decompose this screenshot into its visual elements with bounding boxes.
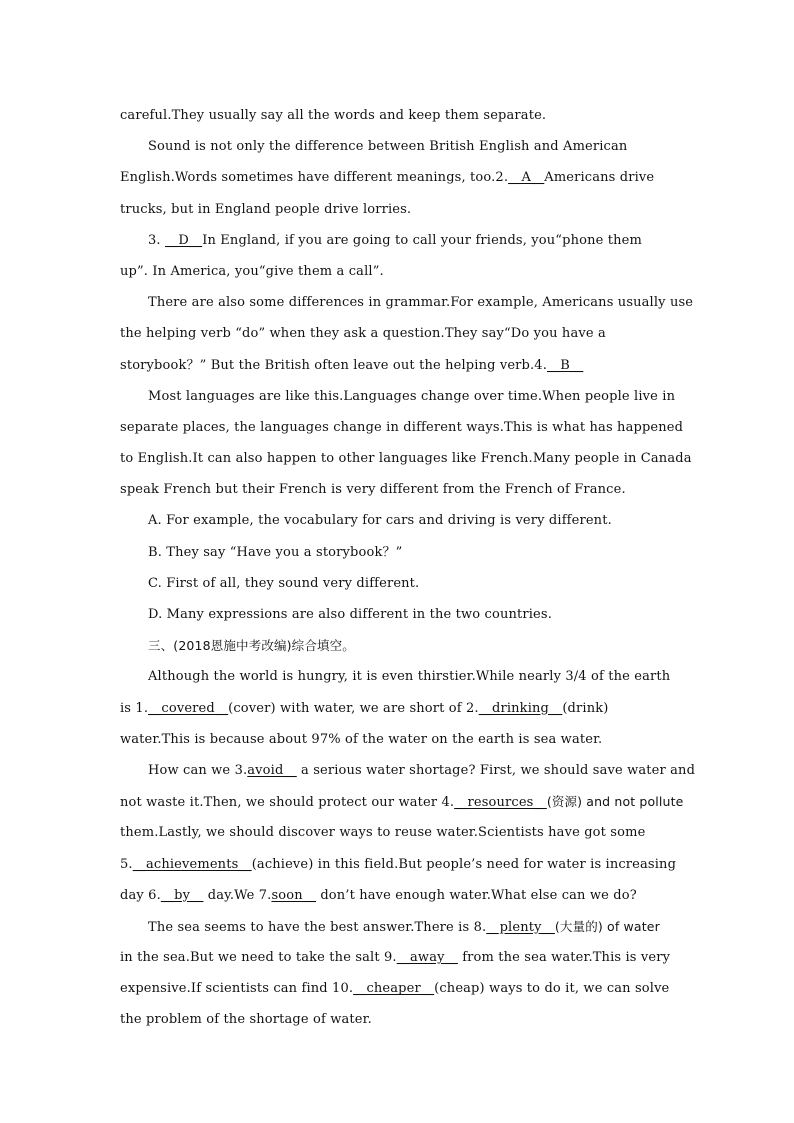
text-line [120, 381, 720, 412]
paragraph-text: (cheap) ways to do it, we can solve [434, 981, 670, 997]
text-line [120, 693, 720, 724]
paragraph-text: speak French but their French is very different from the French of France. [120, 482, 626, 498]
text-line [120, 880, 720, 911]
paragraph-text: 5. [120, 856, 133, 872]
paragraph-text: expensive.If scientists can find 10. [120, 981, 354, 997]
paragraph-text: careful.They usually say all the words and keep them separate. [120, 108, 547, 123]
paragraph-text: them.Lastly, we should discover ways to reuse water.Scientists have got some [120, 825, 646, 841]
paragraph-text: is 1. [120, 700, 149, 716]
paragraph-text: don’t have enough water.What else can we do? [316, 887, 637, 903]
paragraph-text: The sea seems to have the best answer.There is 8. [148, 919, 487, 935]
option-text: D. Many expressions are also different in the two countries. [148, 607, 552, 622]
text-line [120, 287, 720, 318]
option-d [120, 599, 720, 630]
text-line [120, 131, 720, 162]
paragraph-text: separate places, the languages change in different ways.This is what has happened [120, 419, 684, 435]
section-heading [120, 630, 720, 661]
paragraph-text: In England, if you are going to call your friends, you“phone them [202, 232, 642, 248]
option-a [120, 505, 720, 536]
answer-blank-6: __by__ [160, 887, 204, 903]
text-line [120, 1004, 720, 1035]
text-line [120, 474, 720, 505]
answer-blank-2: __drinking__ [478, 700, 563, 716]
paragraph-text: (drink) [562, 700, 609, 716]
text-line [120, 225, 720, 256]
answer-blank-5: __achievements__ [132, 856, 252, 872]
answer-blank-2: __A__ [508, 170, 545, 186]
text-line [120, 443, 720, 474]
paragraph-text: (大量的) of water [554, 918, 660, 934]
question-number: 3. [148, 232, 161, 248]
option-c [120, 568, 720, 599]
answer-blank-7: soon__ [271, 887, 317, 903]
text-line [120, 973, 720, 1004]
text-line [120, 100, 720, 131]
paragraph-text: Sound is not only the difference between British English and American [148, 139, 628, 155]
paragraph-text: a serious water shortage? First, we should save water and [296, 762, 696, 778]
text-line [120, 911, 720, 942]
paragraph-text: (资源) and not pollute [546, 794, 684, 810]
answer-blank-10: __cheaper__ [353, 981, 435, 997]
paragraph-text: to English.It can also happen to other languages like French.Many people in Canada [120, 451, 692, 467]
option-text: B. They say “Have you a storybook？” [148, 544, 403, 560]
paragraph-text: (cover) with water, we are short of 2. [228, 700, 479, 716]
paragraph-text: day.We 7. [203, 887, 272, 903]
document-page [120, 100, 720, 1036]
text-line [120, 162, 720, 193]
paragraph-text: up”. In America, you“give them a call”. [120, 263, 384, 279]
text-line [120, 755, 720, 786]
paragraph-text: English.Words sometimes have different meanings, too.2. [120, 170, 509, 186]
paragraph-text: not waste it.Then, we should protect our water 4. [120, 795, 455, 811]
paragraph-text: the problem of the shortage of water. [120, 1012, 372, 1028]
paragraph-text: There are also some differences in grammar.For example, Americans usually use [148, 295, 694, 311]
text-line [120, 194, 720, 225]
paragraph-text: Americans drive [544, 170, 655, 186]
paragraph-text: (achieve) in this field.But people’s need for water is increasing [251, 856, 677, 872]
text-line [120, 318, 720, 349]
option-text: A. For example, the vocabulary for cars and driving is very different. [148, 513, 612, 529]
answer-blank-9: __away__ [396, 950, 458, 966]
answer-blank-3: __D__ [165, 232, 203, 248]
paragraph-text: in the sea.But we need to take the salt 9. [120, 950, 397, 966]
paragraph-text: How can we 3. [148, 762, 248, 778]
text-line [120, 849, 720, 880]
option-text: C. First of all, they sound very different. [148, 575, 420, 591]
text-line [120, 786, 720, 817]
text-line [120, 724, 720, 755]
answer-blank-8: __plenty__ [486, 919, 555, 935]
section-title: 三、(2018恩施中考改编)综合填空。 [148, 638, 355, 654]
option-b [120, 537, 720, 568]
paragraph-text: storybook？” But the British often leave out the helping verb.4. [120, 357, 547, 373]
answer-blank-1: __covered__ [148, 700, 229, 716]
paragraph-text: day 6. [120, 887, 161, 903]
text-line [120, 817, 720, 848]
text-line [120, 350, 720, 381]
text-line [120, 412, 720, 443]
text-line [120, 661, 720, 692]
paragraph-text: water.This is because about 97% of the water on the earth is sea water. [120, 731, 603, 747]
paragraph-text: Although the world is hungry, it is even thirstier.While nearly 3/4 of the earth [148, 669, 671, 685]
paragraph-text: Most languages are like this.Languages change over time.When people live in [148, 388, 676, 404]
answer-blank-4: __resources__ [454, 795, 547, 811]
answer-blank-4: __B__ [547, 357, 584, 373]
text-line [120, 942, 720, 973]
paragraph-text: trucks, but in England people drive lorries. [120, 201, 412, 217]
paragraph-text: from the sea water.This is very [457, 950, 671, 966]
text-line [120, 256, 720, 287]
paragraph-text: the helping verb “do” when they ask a question.They say“Do you have a [120, 326, 606, 342]
answer-blank-3: avoid__ [247, 762, 297, 778]
